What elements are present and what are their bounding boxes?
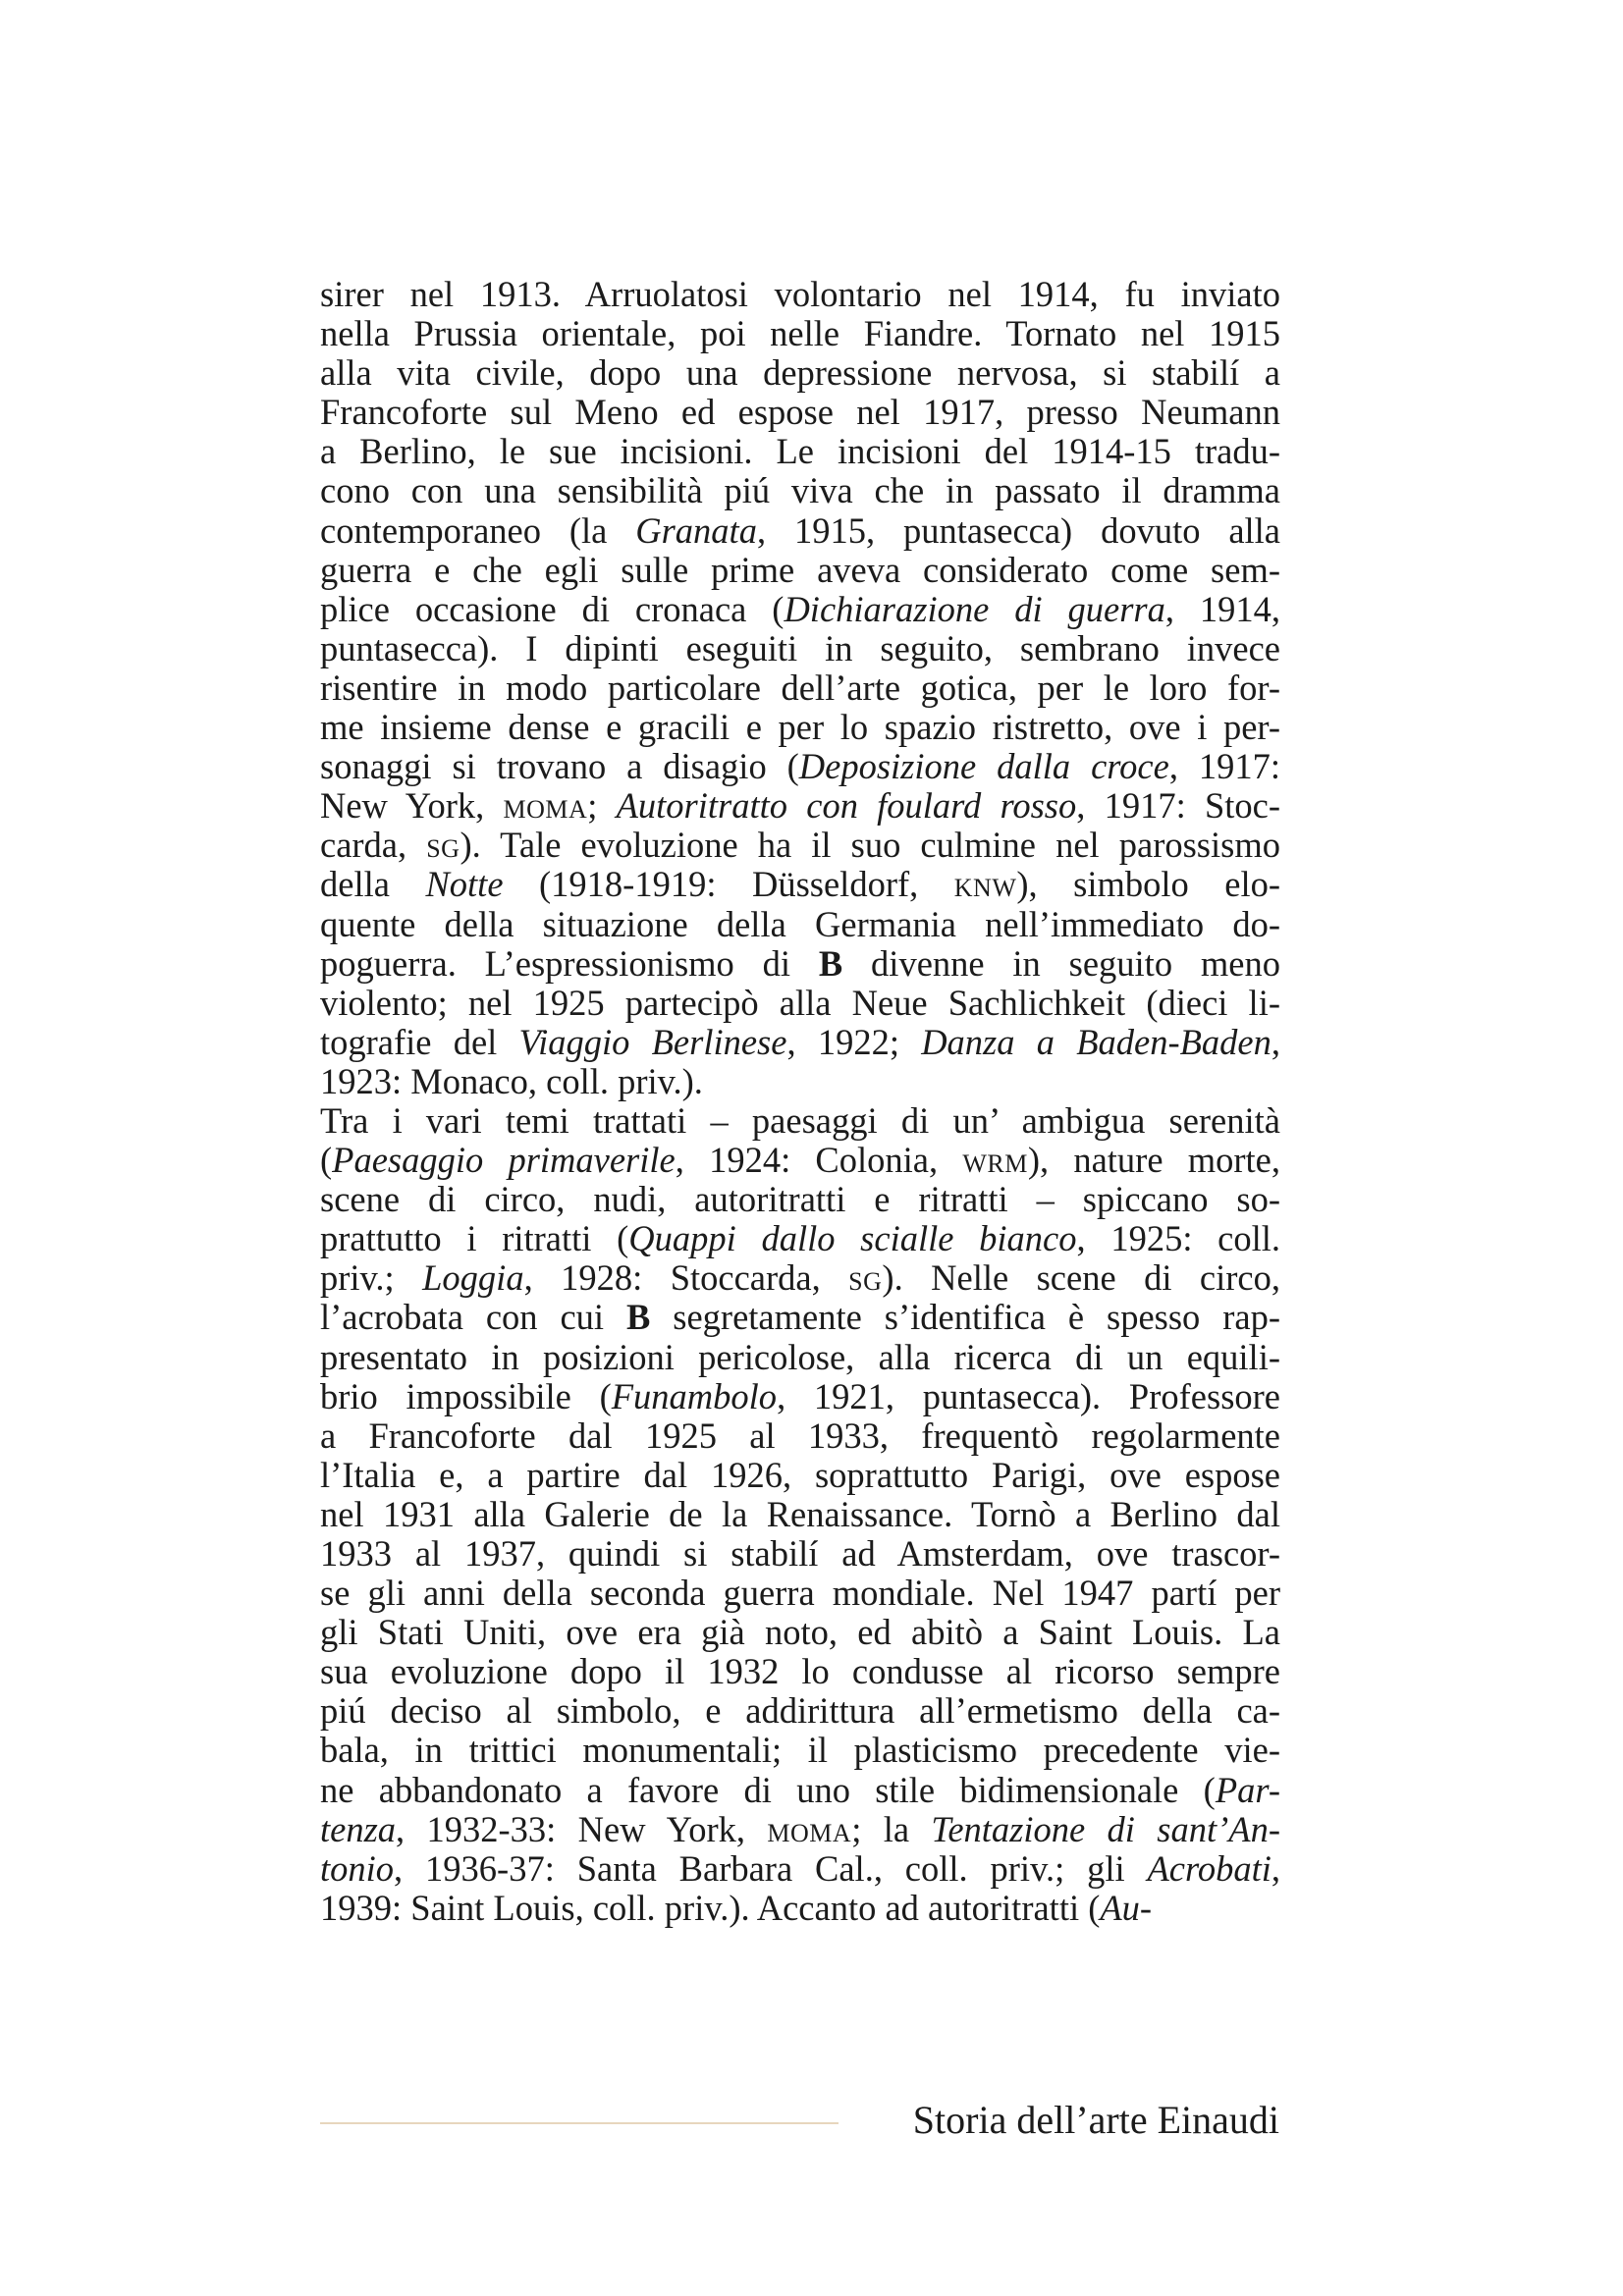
text-run: bala, in trittici monumentali; il plasticismo precedente vie- bbox=[320, 1730, 1280, 1771]
italic-title: Viaggio Berlinese bbox=[518, 1021, 787, 1062]
text-line bbox=[320, 786, 1280, 826]
italic-title: Acrobati bbox=[1147, 1847, 1271, 1889]
small-caps-abbr: moma bbox=[767, 1808, 852, 1849]
text-run: , 1921, puntasecca). Professore bbox=[777, 1375, 1281, 1416]
text-run: contemporaneo (la bbox=[320, 509, 636, 551]
text-run: a Berlino, le sue incisioni. Le incisioni del 1914-15 tradu- bbox=[320, 431, 1280, 472]
text-run: nel 1931 alla Galerie de la Renaissance. Tornò a Berlino dal bbox=[320, 1493, 1280, 1534]
text-line bbox=[320, 747, 1280, 786]
text-run: priv.; bbox=[320, 1257, 423, 1299]
text-run: sonaggi si trovano a disagio ( bbox=[320, 746, 799, 787]
italic-title: Dichiarazione di guerra bbox=[784, 588, 1165, 629]
text-run: prattutto i ritratti ( bbox=[320, 1218, 629, 1259]
italic-title: Par- bbox=[1215, 1769, 1280, 1810]
text-line bbox=[320, 984, 1280, 1023]
text-line bbox=[320, 1849, 1280, 1889]
text-line bbox=[320, 1495, 1280, 1534]
text-line bbox=[320, 393, 1280, 432]
text-run: , 1915, puntasecca) dovuto alla bbox=[756, 509, 1281, 551]
text-run: poguerra. L’espressionismo di bbox=[320, 942, 819, 984]
footer-rule bbox=[320, 2122, 839, 2124]
italic-title: Granata bbox=[635, 509, 757, 551]
text-run: carda, bbox=[320, 825, 427, 866]
bold-initial: B bbox=[818, 942, 843, 984]
text-run: divenne in seguito meno bbox=[842, 942, 1280, 984]
italic-title: Autoritratto con foulard rosso bbox=[616, 785, 1077, 827]
text-line bbox=[320, 471, 1280, 510]
text-run: sua evoluzione dopo il 1932 lo condusse al ricorso sempre bbox=[320, 1651, 1280, 1692]
text-line bbox=[320, 708, 1280, 747]
text-run: tografie del bbox=[320, 1021, 519, 1062]
text-line bbox=[320, 1298, 1280, 1337]
small-caps-abbr: sg bbox=[848, 1257, 883, 1299]
text-line bbox=[320, 511, 1280, 551]
text-line bbox=[320, 826, 1280, 865]
text-run: ; bbox=[587, 785, 617, 827]
footer-title: Storia dell’arte Einaudi bbox=[912, 2098, 1279, 2142]
text-run: ), nature morte, bbox=[1027, 1140, 1280, 1181]
text-line bbox=[320, 1101, 1280, 1141]
text-line bbox=[320, 1416, 1280, 1456]
text-run: , 1922; bbox=[786, 1021, 922, 1062]
italic-title: tenza bbox=[320, 1808, 397, 1849]
small-caps-abbr: wrm bbox=[962, 1140, 1028, 1181]
text-line bbox=[320, 1652, 1280, 1691]
text-run: guerra e che egli sulle prime aveva considerato come sem- bbox=[320, 549, 1280, 590]
text-run: ). Nelle scene di circo, bbox=[882, 1257, 1280, 1299]
text-line bbox=[320, 629, 1280, 668]
italic-title: Notte bbox=[425, 864, 504, 905]
text-line bbox=[320, 1377, 1280, 1416]
text-line bbox=[320, 1691, 1280, 1731]
text-run: , 1917: Stoc- bbox=[1076, 785, 1280, 827]
italic-title: Loggia bbox=[422, 1257, 524, 1299]
text-line bbox=[320, 551, 1280, 590]
text-run: 1939: Saint Louis, coll. priv.). Accanto ad autoritratti ( bbox=[320, 1887, 1101, 1928]
small-caps-abbr: sg bbox=[426, 825, 460, 866]
text-run: sirer nel 1913. Arruolatosi volontario nel 1914, fu inviato bbox=[320, 274, 1280, 314]
text-run: risentire in modo particolare dell’arte gotica, per le loro for- bbox=[320, 667, 1280, 708]
italic-title: Tentazione di sant’An- bbox=[931, 1808, 1280, 1849]
body-text bbox=[320, 275, 1280, 1928]
text-run: , 1917: bbox=[1168, 746, 1280, 787]
text-run: ), simbolo elo- bbox=[1016, 864, 1281, 905]
text-run: piú deciso al simbolo, e addirittura all’ermetismo della ca- bbox=[320, 1690, 1280, 1732]
text-line bbox=[320, 1456, 1280, 1495]
text-line bbox=[320, 1180, 1280, 1219]
text-run: New York, bbox=[320, 785, 504, 827]
text-run: presentato in posizioni pericolose, alla ricerca di un equili- bbox=[320, 1336, 1280, 1377]
text-run: 1923: Monaco, coll. priv.). bbox=[320, 1060, 703, 1101]
text-line bbox=[320, 275, 1280, 314]
small-caps-abbr: moma bbox=[503, 785, 588, 827]
text-run: , 1914, bbox=[1164, 588, 1281, 629]
text-line bbox=[320, 1338, 1280, 1377]
text-line bbox=[320, 432, 1280, 471]
text-run: l’acrobata con cui bbox=[320, 1297, 626, 1338]
text-run: ; la bbox=[851, 1808, 932, 1849]
text-line bbox=[320, 865, 1280, 904]
italic-title: tonio bbox=[320, 1847, 395, 1889]
text-run: me insieme dense e gracili e per lo spazio ristretto, ove i per- bbox=[320, 707, 1280, 748]
text-line bbox=[320, 1258, 1280, 1298]
text-run: ). Tale evoluzione ha il suo culmine nel parossismo bbox=[460, 825, 1280, 866]
text-run: ( bbox=[320, 1140, 333, 1181]
text-line bbox=[320, 1219, 1280, 1258]
text-run: , 1936-37: Santa Barbara Cal., coll. priv.; gli bbox=[394, 1847, 1148, 1889]
text-run: gli Stati Uniti, ove era già noto, ed abitò a Saint Louis. La bbox=[320, 1612, 1280, 1653]
text-run: , 1925: coll. bbox=[1076, 1218, 1281, 1259]
text-line bbox=[320, 1062, 1280, 1101]
text-run: a Francoforte dal 1925 al 1933, frequentò regolarmente bbox=[320, 1415, 1280, 1456]
italic-title: Quappi dallo scialle bianco bbox=[628, 1218, 1077, 1259]
text-run: , 1924: Colonia, bbox=[675, 1140, 963, 1181]
text-line bbox=[320, 353, 1280, 393]
text-run: , 1932-33: New York, bbox=[396, 1808, 768, 1849]
text-line bbox=[320, 1613, 1280, 1652]
text-run: cono con una sensibilità piú viva che in passato il dramma bbox=[320, 470, 1280, 511]
text-run: ne abbandonato a favore di uno stile bidimensionale ( bbox=[320, 1769, 1216, 1810]
text-run: scene di circo, nudi, autoritratti e ritratti – spiccano so- bbox=[320, 1179, 1280, 1220]
text-line bbox=[320, 905, 1280, 944]
text-run: violento; nel 1925 partecipò alla Neue Sachlichkeit (dieci li- bbox=[320, 982, 1280, 1023]
text-line bbox=[320, 1574, 1280, 1613]
italic-title: Paesaggio primaverile bbox=[332, 1140, 676, 1181]
text-line bbox=[320, 668, 1280, 708]
text-run: se gli anni della seconda guerra mondiale. Nel 1947 partí per bbox=[320, 1573, 1280, 1614]
italic-title: Funambolo bbox=[611, 1375, 778, 1416]
bold-initial: B bbox=[625, 1297, 651, 1338]
text-run: segretamente s’identifica è spesso rap- bbox=[650, 1297, 1280, 1338]
text-run: (1918-1919: Düsseldorf, bbox=[503, 864, 954, 905]
text-run: plice occasione di cronaca ( bbox=[320, 588, 784, 629]
italic-title: Danza a Baden-Baden bbox=[921, 1021, 1271, 1062]
text-line bbox=[320, 1731, 1280, 1770]
text-run: , bbox=[1271, 1847, 1280, 1889]
text-run: 1933 al 1937, quindi si stabilí ad Amsterdam, ove trascor- bbox=[320, 1533, 1280, 1574]
text-run: nella Prussia orientale, poi nelle Fiandre. Tornato nel 1915 bbox=[320, 313, 1280, 354]
text-line bbox=[320, 1023, 1280, 1062]
text-run: della bbox=[320, 864, 426, 905]
text-run: puntasecca). I dipinti eseguiti in seguito, sembrano invece bbox=[320, 627, 1280, 668]
text-line bbox=[320, 590, 1280, 629]
text-line bbox=[320, 1771, 1280, 1810]
text-line bbox=[320, 1889, 1280, 1928]
text-line bbox=[320, 1141, 1280, 1180]
small-caps-abbr: knw bbox=[953, 864, 1017, 905]
italic-title: Au- bbox=[1100, 1887, 1153, 1928]
text-line bbox=[320, 944, 1280, 984]
text-run: , 1928: Stoccarda, bbox=[523, 1257, 849, 1299]
text-run: alla vita civile, dopo una depressione nervosa, si stabilí a bbox=[320, 352, 1280, 394]
text-run: , bbox=[1271, 1021, 1280, 1062]
italic-title: Deposizione dalla croce bbox=[798, 746, 1169, 787]
text-run: brio impossibile ( bbox=[320, 1375, 612, 1416]
text-run: Francoforte sul Meno ed espose nel 1917, presso Neumann bbox=[320, 392, 1280, 433]
text-run: l’Italia e, a partire dal 1926, soprattutto Parigi, ove espose bbox=[320, 1454, 1280, 1495]
text-run: quente della situazione della Germania nell’immediato do- bbox=[320, 903, 1280, 944]
text-run: Tra i vari temi trattati – paesaggi di un’ ambigua serenità bbox=[320, 1099, 1280, 1141]
text-line bbox=[320, 314, 1280, 353]
text-line bbox=[320, 1810, 1280, 1849]
text-line bbox=[320, 1534, 1280, 1574]
